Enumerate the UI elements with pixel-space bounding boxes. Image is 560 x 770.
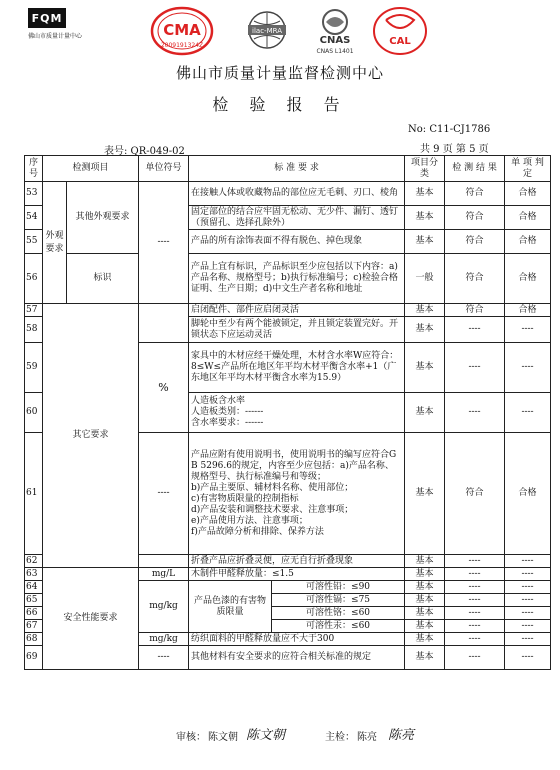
category: 基本 bbox=[405, 594, 445, 607]
cal-seal bbox=[372, 6, 428, 60]
category: 基本 bbox=[405, 620, 445, 633]
col-standard: 标 准 要 求 bbox=[189, 156, 405, 182]
col-unit: 单位符号 bbox=[139, 156, 189, 182]
verdict: ---- bbox=[505, 607, 551, 620]
unit-cell: mg/L bbox=[139, 568, 189, 581]
category: 基本 bbox=[405, 568, 445, 581]
category: 基本 bbox=[405, 433, 445, 555]
category: 基本 bbox=[405, 182, 445, 206]
cma-number: 2009191324Z bbox=[160, 42, 204, 49]
result: ---- bbox=[445, 607, 505, 620]
standard-text: 启闭配件、部件应启闭灵活 bbox=[189, 304, 405, 317]
fqm-logo-mark: FQM bbox=[28, 8, 66, 28]
verdict: ---- bbox=[505, 594, 551, 607]
verdict: ---- bbox=[505, 568, 551, 581]
col-result: 检 测 结 果 bbox=[445, 156, 505, 182]
cnas-logo bbox=[300, 8, 370, 60]
row-number: 69 bbox=[25, 646, 43, 670]
row-number: 61 bbox=[25, 433, 43, 555]
group-other: 其它要求 bbox=[43, 304, 139, 568]
result: ---- bbox=[445, 343, 505, 393]
result: 符合 bbox=[445, 254, 505, 304]
report-title: 检 验 报 告 bbox=[212, 95, 348, 114]
group-safety: 安全性能要求 bbox=[43, 568, 139, 670]
table-row bbox=[25, 182, 551, 206]
standard-text: 固定部位的结合应牢固无松动、无少件、漏钉、透钉（预留孔、选择孔除外） bbox=[189, 206, 405, 230]
result: 符合 bbox=[445, 206, 505, 230]
group-appearance: 外观要求 bbox=[43, 182, 67, 304]
category: 基本 bbox=[405, 304, 445, 317]
standard-text: 产品的所有涂饰表面不得有脱色、掉色现象 bbox=[189, 230, 405, 254]
row-number: 59 bbox=[25, 343, 43, 393]
col-seq: 序号 bbox=[25, 156, 43, 182]
result: ---- bbox=[445, 620, 505, 633]
row-number: 65 bbox=[25, 594, 43, 607]
cnas-number: CNAS L1401 bbox=[316, 48, 354, 55]
unit-cell: % bbox=[139, 343, 189, 433]
inspection-table bbox=[24, 155, 551, 670]
verdict: ---- bbox=[505, 317, 551, 343]
row-number: 60 bbox=[25, 393, 43, 433]
result: ---- bbox=[445, 393, 505, 433]
category: 基本 bbox=[405, 230, 445, 254]
category: 基本 bbox=[405, 555, 445, 568]
category: 基本 bbox=[405, 393, 445, 433]
logo-bar bbox=[0, 6, 560, 58]
result: ---- bbox=[445, 646, 505, 670]
category: 基本 bbox=[405, 343, 445, 393]
row-number: 63 bbox=[25, 568, 43, 581]
standard-text: 脚轮中至少有两个能被锁定，并且锁定装置完好。开锁状态下应运动灵活 bbox=[189, 317, 405, 343]
cal-text: CAL bbox=[389, 36, 411, 47]
category: 一般 bbox=[405, 254, 445, 304]
ilac-text: ilac-MRA bbox=[252, 27, 282, 35]
result: 符合 bbox=[445, 182, 505, 206]
chief-label: 主检： bbox=[325, 732, 355, 743]
verdict: ---- bbox=[505, 646, 551, 670]
verdict: 合格 bbox=[505, 304, 551, 317]
group-marking: 标识 bbox=[67, 254, 139, 304]
standard-text: 家具中的木材应经干燥处理，木材含水率W应符合：8≤W≤产品所在地区年平均木材平衡含水率+1（广东地区年平均木材平衡含水率为15.9） bbox=[189, 343, 405, 393]
standard-text: 可溶性镉：≤75 bbox=[272, 594, 405, 607]
report-number: No: C11-CJ1786 bbox=[408, 124, 491, 135]
category: 基本 bbox=[405, 317, 445, 343]
row-number: 54 bbox=[25, 206, 43, 230]
standard-text: 其他材料有安全要求的应符合相关标准的规定 bbox=[189, 646, 405, 670]
chief-name: 陈亮 bbox=[357, 732, 377, 743]
standard-text: 人造板含水率 人造板类别：------ 含水率要求：------ bbox=[189, 393, 405, 433]
standard-text: 可溶性汞：≤60 bbox=[272, 620, 405, 633]
row-number: 57 bbox=[25, 304, 43, 317]
verdict: ---- bbox=[505, 620, 551, 633]
unit-cell: mg/kg bbox=[139, 633, 189, 646]
unit-cell: ---- bbox=[139, 433, 189, 555]
standard-text: 在接触人体或收藏物品的部位应无毛刺、刃口、棱角 bbox=[189, 182, 405, 206]
unit-cell: mg/kg bbox=[139, 581, 189, 633]
unit-cell bbox=[139, 555, 189, 568]
table-row bbox=[25, 254, 551, 304]
unit-cell: ---- bbox=[139, 182, 189, 304]
center-title: 佛山市质量计量监督检测中心 bbox=[175, 64, 384, 82]
result: 符合 bbox=[445, 304, 505, 317]
result: ---- bbox=[445, 317, 505, 343]
verdict: ---- bbox=[505, 555, 551, 568]
verdict: 合格 bbox=[505, 254, 551, 304]
category: 基本 bbox=[405, 633, 445, 646]
standard-text: 产品上宜有标识，产品标识至少应包括以下内容：a)产品名称、规格型号；b)执行标准编号；c)检验合格证明、生产日期；d)中文生产者名称和地址 bbox=[189, 254, 405, 304]
verdict: 合格 bbox=[505, 433, 551, 555]
group-other-appearance: 其他外观要求 bbox=[67, 182, 139, 254]
standard-text: 可溶性铬：≤60 bbox=[272, 607, 405, 620]
result: ---- bbox=[445, 555, 505, 568]
row-number: 56 bbox=[25, 254, 43, 304]
table-row bbox=[25, 304, 551, 317]
standard-text: 产品应附有使用说明书，使用说明书的编写应符合GB 5296.6的规定，内容至少应包括：a)产品名称、规格型号、执行标准编号和等级； b)产品主要原、辅材料名称、使用部位； c)有害物质限量的控制指标 d)产品安装和调整技术要求、注意事项； e)产品使用方法、注意事项； f)产品故障分析和排除、保养方法 bbox=[189, 433, 405, 555]
row-number: 58 bbox=[25, 317, 43, 343]
verdict: ---- bbox=[505, 581, 551, 594]
reviewer-label: 审核： bbox=[176, 732, 206, 743]
result: ---- bbox=[445, 594, 505, 607]
verdict: ---- bbox=[505, 633, 551, 646]
cma-text: CMA bbox=[163, 21, 201, 39]
fqm-logo bbox=[28, 8, 98, 40]
fqm-logo-caption: 佛山市质量计量中心 bbox=[28, 33, 83, 40]
row-number: 55 bbox=[25, 230, 43, 254]
table-row bbox=[25, 568, 551, 581]
standard-text: 折叠产品应折叠灵便，应无自行折叠现象 bbox=[189, 555, 405, 568]
row-number: 64 bbox=[25, 581, 43, 594]
row-number: 68 bbox=[25, 633, 43, 646]
category: 基本 bbox=[405, 581, 445, 594]
verdict: ---- bbox=[505, 343, 551, 393]
col-item: 检测项目 bbox=[43, 156, 139, 182]
verdict: ---- bbox=[505, 393, 551, 433]
standard-text: 木制件甲醛释放量：≤1.5 bbox=[189, 568, 405, 581]
reviewer-name: 陈文朝 bbox=[208, 732, 238, 743]
form-number: 表号: QR-049-02 bbox=[104, 146, 185, 157]
ilac-mra-logo bbox=[242, 10, 292, 54]
paint-label: 产品色漆的有害物质限量 bbox=[189, 581, 272, 633]
cma-seal bbox=[150, 6, 214, 60]
row-number: 53 bbox=[25, 182, 43, 206]
standard-text: 可溶性铅：≤90 bbox=[272, 581, 405, 594]
category: 基本 bbox=[405, 646, 445, 670]
reviewer-signature: 陈文朝 bbox=[246, 728, 286, 743]
result: ---- bbox=[445, 633, 505, 646]
unit-cell: ---- bbox=[139, 646, 189, 670]
result: 符合 bbox=[445, 230, 505, 254]
result: ---- bbox=[445, 581, 505, 594]
page-count: 共 9 页 第 5 页 bbox=[420, 144, 489, 155]
col-category: 项目分类 bbox=[405, 156, 445, 182]
cnas-text: CNAS bbox=[319, 35, 351, 46]
standard-text: 纺织面料的甲醛释放量应不大于300 bbox=[189, 633, 405, 646]
col-verdict: 单 项 判 定 bbox=[505, 156, 551, 182]
verdict: 合格 bbox=[505, 230, 551, 254]
verdict: 合格 bbox=[505, 182, 551, 206]
table-header bbox=[25, 156, 551, 182]
verdict: 合格 bbox=[505, 206, 551, 230]
chief-signature: 陈亮 bbox=[388, 728, 415, 743]
unit-cell bbox=[139, 304, 189, 343]
result: ---- bbox=[445, 568, 505, 581]
category: 基本 bbox=[405, 206, 445, 230]
row-number: 62 bbox=[25, 555, 43, 568]
row-number: 67 bbox=[25, 620, 43, 633]
row-number: 66 bbox=[25, 607, 43, 620]
category: 基本 bbox=[405, 607, 445, 620]
result: 符合 bbox=[445, 433, 505, 555]
